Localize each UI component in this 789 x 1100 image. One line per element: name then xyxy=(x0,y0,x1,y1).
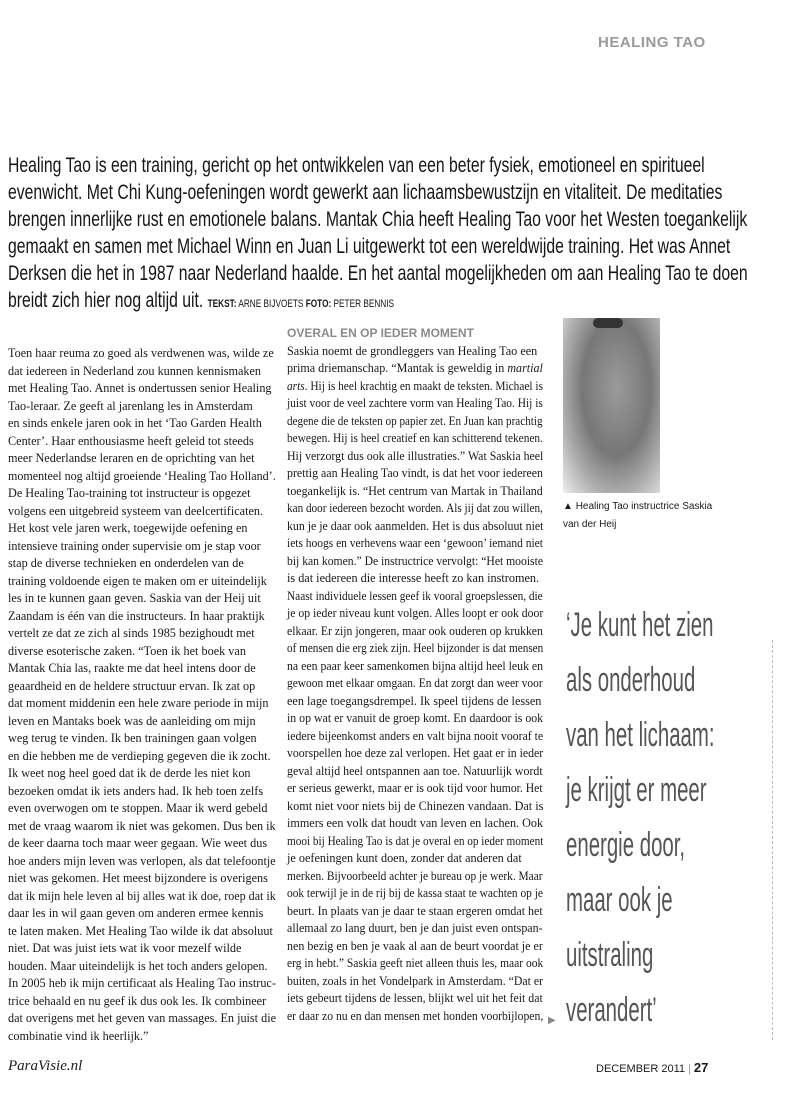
continue-arrow-icon: ▶ xyxy=(548,1015,556,1026)
intro-line: gemaakt en samen met Michael Winn en Juan Li uitgewerkt tot een wereldwijde training. Het was Annet xyxy=(8,235,731,258)
intro-last-line xyxy=(8,287,394,314)
subheading: OVERAL EN OP IEDER MOMENT xyxy=(287,326,474,340)
body-line: stap de diverse technieken en onderdelen van de xyxy=(8,556,244,570)
portrait-photo xyxy=(563,318,660,493)
body-line: Ik weet nog heel goed dat ik de derde les niet kon xyxy=(8,766,251,780)
body-line: juist voor de veel zachtere vorm van Healing Tao. Hij is xyxy=(287,396,543,410)
body-line: geval altijd heel ontspannen aan toe. Natuurlijk wordt xyxy=(287,763,543,778)
italic-term: martial xyxy=(507,361,543,375)
body-line: bewegen. Hij is heel creatief en kan schitterend tekenen. xyxy=(287,431,543,445)
body-line: daar les in wil gaan geven om anderen ermee kennis xyxy=(8,906,264,920)
body-line: allemaal zo lang duurt, ben je dan juist even ontspan- xyxy=(287,921,543,935)
body-line: buiten, zoals in het Vondelpark in Amsterdam. “Dat er xyxy=(287,973,544,988)
body-line: je op ieder niveau kunt volgen. Alles loopt er ook door xyxy=(287,606,544,620)
caption-line: van der Heij xyxy=(563,519,617,530)
pull-quote-line: maar ook je xyxy=(566,881,673,919)
body-line: dat moment middenin een hele zware periode in mijn xyxy=(8,696,269,710)
body-line: dat ik mijn hele leven al bij alles wat ik doe, roep dat ik xyxy=(8,888,276,903)
body-line: kan door iedereen bezocht worden. Als jij dat zou willen, xyxy=(287,501,543,515)
body-line: De Healing Tao-training tot instructeur is opgezet xyxy=(8,486,251,500)
body-line: volgens een uitgebreid systeem van deelcertificaten. xyxy=(8,503,264,518)
page-number: 27 xyxy=(693,1060,709,1075)
pull-quote-line: als onderhoud xyxy=(566,661,696,699)
body-line: ook terwijl je in de rij bij de kassa staat te wachten op je xyxy=(287,886,543,900)
byline-author: ARNE BIJVOETS xyxy=(238,298,304,310)
body-line: en sinds enkele jaren ook in het ‘Tao Garden Health xyxy=(8,416,262,430)
body-line: nen bezig en ben je vaak al aan de beurt voordat je er xyxy=(287,938,543,953)
article-column-2 xyxy=(287,325,557,1025)
pull-quote-line: energie door, xyxy=(566,826,686,864)
body-line: arts. Hij is heel krachtig en maakt de teksten. Michael is xyxy=(287,378,543,393)
body-line: er daar zo nu en dan mensen met honden voorbijlopen, xyxy=(287,1008,544,1023)
body-line: beurt. In plaats van je daar te staan ergeren omdat het xyxy=(287,903,543,918)
pull-quote-line: van het lichaam: xyxy=(566,716,715,754)
body-line: prima driemanschap. “Mantak is geweldig in martial xyxy=(287,361,543,375)
section-title: HEALING TAO xyxy=(598,34,706,51)
body-line: elkaar. Er zijn jongeren, maar ook ouderen op krukken xyxy=(287,623,543,638)
body-line: of mensen die erg ziek zijn. Heel bijzonder is dat mensen xyxy=(287,641,544,655)
body-line: meer Nederlandse leraren en de oprichting van het xyxy=(8,451,255,465)
body-line: In 2005 heb ik mijn certificaat als Healing Tao instruc- xyxy=(8,976,276,990)
body-line: Naast individuele lessen geef ik vooral groepslessen, die xyxy=(287,588,543,603)
pull-quote-line: verandert’ xyxy=(566,991,657,1029)
body-line: les in te kunnen gaan geven. Saskia van der Heij uit xyxy=(8,591,261,605)
body-line: prettig aan Healing Tao vindt, is dat het voor iedereen xyxy=(287,466,543,480)
body-line: in op wat er vanuit de groep komt. En daardoor is ook xyxy=(287,711,544,725)
body-line: erg in hebt.” Saskia geeft niet alleen thuis les, maar ook xyxy=(287,956,544,970)
article-column-1 xyxy=(8,345,278,1045)
body-line: voorspellen hoe deze zal verlopen. Het gaat er in ieder xyxy=(287,746,544,760)
intro-line: Healing Tao is een training, gericht op het ontwikkelen van een beter fysiek, emotioneel en spiritueel xyxy=(8,154,705,177)
body-line: bij kan komen.” De instructrice vervolgt: “Het mooiste xyxy=(287,553,543,568)
caption-triangle-icon: ▲ xyxy=(563,501,573,512)
body-line: Hij verzorgt dus ook alle illustraties.” Wat Saskia heel xyxy=(287,448,544,463)
body-line: iets hoogs en verhevens waar een ‘gewoon’ iemand niet xyxy=(287,536,543,550)
body-line: is dat iedereen die interesse heeft zo kan instromen. xyxy=(287,571,540,585)
body-line: diverse esoterische zaken. “Toen ik het boek van xyxy=(8,643,246,658)
pull-quote xyxy=(566,598,766,1038)
caption-line: Healing Tao instructrice Saskia xyxy=(575,501,713,512)
intro-line: Derksen die het in 1987 naar Nederland haalde. En het aantal mogelijkheden om aan Healing Tao te doen xyxy=(8,262,748,285)
issue-date: DECEMBER 2011 xyxy=(596,1063,686,1075)
body-line: dat iedereen in Nederland zou kunnen kennismaken xyxy=(8,363,262,378)
body-line: Toen haar reuma zo goed als verdwenen was, wilde ze xyxy=(8,346,274,360)
body-line: merken. Bijvoorbeeld achter je bureau op je werk. Maar xyxy=(287,868,543,883)
byline xyxy=(208,298,394,310)
body-line: iets gebeurt tijdens de lessen, blijkt wel uit het feit dat xyxy=(287,991,543,1005)
body-line: met de vraag waarom ik niet was gekomen. Dus ben ik xyxy=(8,818,276,833)
body-line: iedere bijeenkomst anders en valt bijna nooit vooraf te xyxy=(287,728,544,743)
body-line: een lage toegangsdrempel. Ik speel tijdens de lessen xyxy=(287,693,542,708)
body-line: je oefeningen kunt doen, zonder dat anderen dat xyxy=(287,851,522,865)
body-line: toegankelijk is. “Het centrum van Martak in Thailand xyxy=(287,483,543,498)
body-line: dat overigens met het geven van massages. En juist die xyxy=(8,1011,276,1025)
body-line: even overwogen om te stoppen. Maar ik werd gebeld xyxy=(8,801,268,815)
body-line: te laten maken. Met Healing Tao wilde ik dat absoluut xyxy=(8,923,273,938)
byline-text-label: TEKST: xyxy=(207,298,237,310)
pull-quote-line: je krijgt er meer xyxy=(566,771,707,809)
body-line: de keer daarna toch maar weer gegaan. Wie weet dus xyxy=(8,836,268,850)
body-line: kun je je daar ook aanmelden. Het is dus absoluut niet xyxy=(287,518,544,533)
body-line: niet. Dat was juist iets wat ik voor mezelf wilde xyxy=(8,941,242,955)
body-line: er serieus gewerkt, maar er is ook tijd voor humor. Het xyxy=(287,781,543,795)
intro-line: brengen innerlijke rust en emotionele balans. Mantak Chia heeft Healing Tao voor het Westen toegankelijk xyxy=(8,208,748,231)
body-line: Mantak Chia las, raakte me dat heel intens door de xyxy=(8,661,256,675)
body-line: hoe anders mijn leven was verlopen, als dat telefoontje xyxy=(8,853,276,868)
body-line: training voldoende eigen te maken om er uiteindelijk xyxy=(8,573,267,588)
intro-lead xyxy=(8,152,783,314)
body-line: Tao-leraar. Ze geeft al jarenlang les in Amsterdam xyxy=(8,398,253,413)
intro-line: breidt zich hier nog altijd uit. xyxy=(8,289,204,312)
body-line: trice behaald en nu geef ik dus ook les. Ik combineer xyxy=(8,993,267,1008)
scan-edge-divider xyxy=(772,640,774,1040)
body-line: weg terug te vinden. Ik ben trainingen gaan volgen xyxy=(8,731,257,745)
body-line: Zaandam is één van die instructeurs. In haar praktijk xyxy=(8,608,265,623)
body-line: mooi bij Healing Tao is dat je overal en op ieder moment xyxy=(287,833,544,848)
byline-photo-label: FOTO: xyxy=(305,298,332,310)
body-line: immers een volk dat houdt van leven en lachen. Ook xyxy=(287,816,544,830)
body-line: bezoeken omdat ik iets anders had. Ik heb toen zelfs xyxy=(8,783,264,798)
body-line: Saskia noemt de grondleggers van Healing Tao een xyxy=(287,343,538,358)
footer-folio xyxy=(596,1060,708,1075)
body-line: houden. Maar uiteindelijk is het toch anders gelopen. xyxy=(8,958,268,973)
body-line: combinatie vind ik heerlijk.” xyxy=(8,1028,149,1043)
intro-line: evenwicht. Met Chi Kung-oefeningen wordt gewerkt aan lichaamsbewustzijn en vitaliteit. De meditaties xyxy=(8,181,723,204)
pull-quote-line: ‘Je kunt het zien xyxy=(566,606,714,644)
pull-quote-line: uitstraling xyxy=(566,936,654,974)
footer-brand: ParaVisie.nl xyxy=(8,1058,83,1074)
body-line: en die hebben me de verdieping gegeven die ik zocht. xyxy=(8,748,271,763)
photo-caption xyxy=(563,498,713,534)
byline-photographer: PETER BENNIS xyxy=(333,298,395,310)
body-line: gewoon met elkaar omgaan. En dat zorgt dan weer voor xyxy=(287,676,543,690)
body-line: Center’. Haar enthousiasme heeft geleid tot steeds xyxy=(8,433,254,448)
photo-detail xyxy=(593,318,623,328)
body-line: komt niet voor niets bij de Chinezen vandaan. Dat is xyxy=(287,798,544,813)
body-line: leven en Mantaks boek was de aanleiding om mijn xyxy=(8,713,256,728)
body-line: momenteel nog altijd groeiende ‘Healing Tao Holland’. xyxy=(8,468,276,483)
body-line: niet was gekomen. Het meest bijzondere is overigens xyxy=(8,871,268,885)
italic-term: arts xyxy=(287,378,305,393)
body-line: intensieve training onder supervisie om je stap voor xyxy=(8,538,261,553)
body-line: degene die de teksten op papier zet. En Juan kan prachtig xyxy=(287,413,543,428)
body-line: na een paar keer samenkomen bijna altijd heel leuk en xyxy=(287,658,544,673)
folio-separator: | xyxy=(688,1063,691,1075)
body-line: Het kost vele jaren werk, toegewijde oefening en xyxy=(8,521,248,535)
body-line: vertelt ze dat ze zich al sinds 1985 bezighoudt met xyxy=(8,626,255,640)
body-line: met Healing Tao. Annet is ondertussen senior Healing xyxy=(8,381,272,395)
body-line: geaardheid en de heldere structuur ervan. Ik zat op xyxy=(8,678,256,693)
